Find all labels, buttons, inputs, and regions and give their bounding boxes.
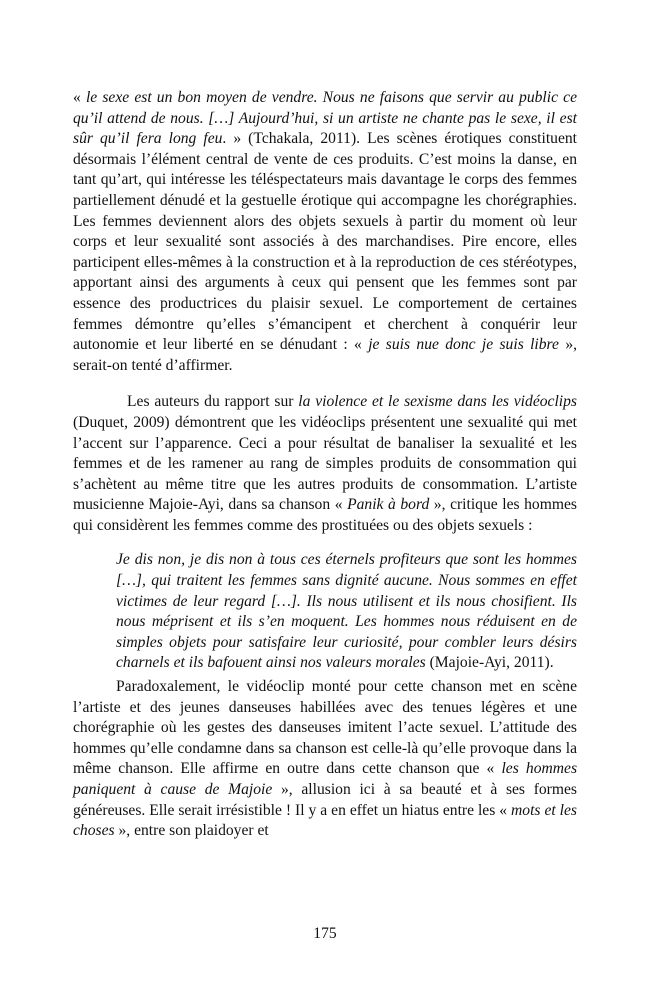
paragraph-2: Les auteurs du rapport sur la violence et le sexisme dans les vidéoclips (Duquet, 2009) démontrent que les vidéoclips présentent une sexualité qui met l’accent sur l’apparence. Ceci a pour résultat de banaliser la sexualité et les femmes et de les ramener au rang de simples produits de consommation qui s’achètent au même titre que les autres produits de consommation. L’artiste musicienne Majoie-Ayi, dans sa chanson « Panik à bord », critique les hommes qui considèrent les femmes comme des prostituées ou des objets sexuels : [73,393,577,534]
paragraph-1: « le sexe est un bon moyen de vendre. Nous ne faisons que servir au public ce qu’il attend de nous. […] Aujourd’hui, si un artiste ne chante pas le sexe, il est sûr qu’il fera long feu. » (Tchakala, 2011). Les scènes érotiques constituent désormais l’élément central de vente de ces produits. C’est moins la danse, en tant qu’art, qui intéresse les téléspectateurs mais davantage le corps des femmes partiellement dénudé et la gestuelle érotique qui accompagne les chorégraphies. Les femmes deviennent alors des objets sexuels à partir du moment où leur corps et leur sexualité sont associés à des marchandises. Pire encore, elles participent elles-mêmes à la construction et à la reproduction de ces stéréotypes, apportant ainsi des arguments à ceux qui pensent que les femmes sont par essence des productrices du plaisir sexuel. Le comportement de certaines femmes démontre qu’elles s’émancipent et cherchent à conquérir leur autonomie et leur liberté en se dénudant : « je suis nue donc je suis libre », serait-on tenté d’affirmer. [73,89,578,374]
page-number: 175 [313,925,337,942]
block-quote: Je dis non, je dis non à tous ces éternels profiteurs que sont les hommes […], qui traitent les femmes sans dignité aucune. Nous sommes en effet victimes de leur regard […]. Ils nous utilisent et ils nous chosifient. Ils nous méprisent et ils s’en moquent. Les hommes nous réduisent en de simples objets pour satisfaire leur curiosité, pour combler leurs désirs charnels et ils bafouent ainsi nos valeurs morales (Majoie-Ayi, 2011). [116,551,577,672]
paragraph-3: Paradoxalement, le vidéoclip monté pour cette chanson met en scène l’artiste et des jeunes danseuses habillées avec des tenues légères et une chorégraphie où les gestes des danseuses imitent l’acte sexuel. L’attitude des hommes qu’elle condamne dans sa chanson est celle-là qu’elle provoque dans la même chanson. Elle affirme en outre dans cette chanson que « les hommes paniquent à cause de Majoie », allusion ici à sa beauté et à ses formes généreuses. Elle serait irrésistible ! Il y a en effet un hiatus entre les « mots et les choses », entre son plaidoyer et [73,678,578,840]
page-body [73,88,577,842]
